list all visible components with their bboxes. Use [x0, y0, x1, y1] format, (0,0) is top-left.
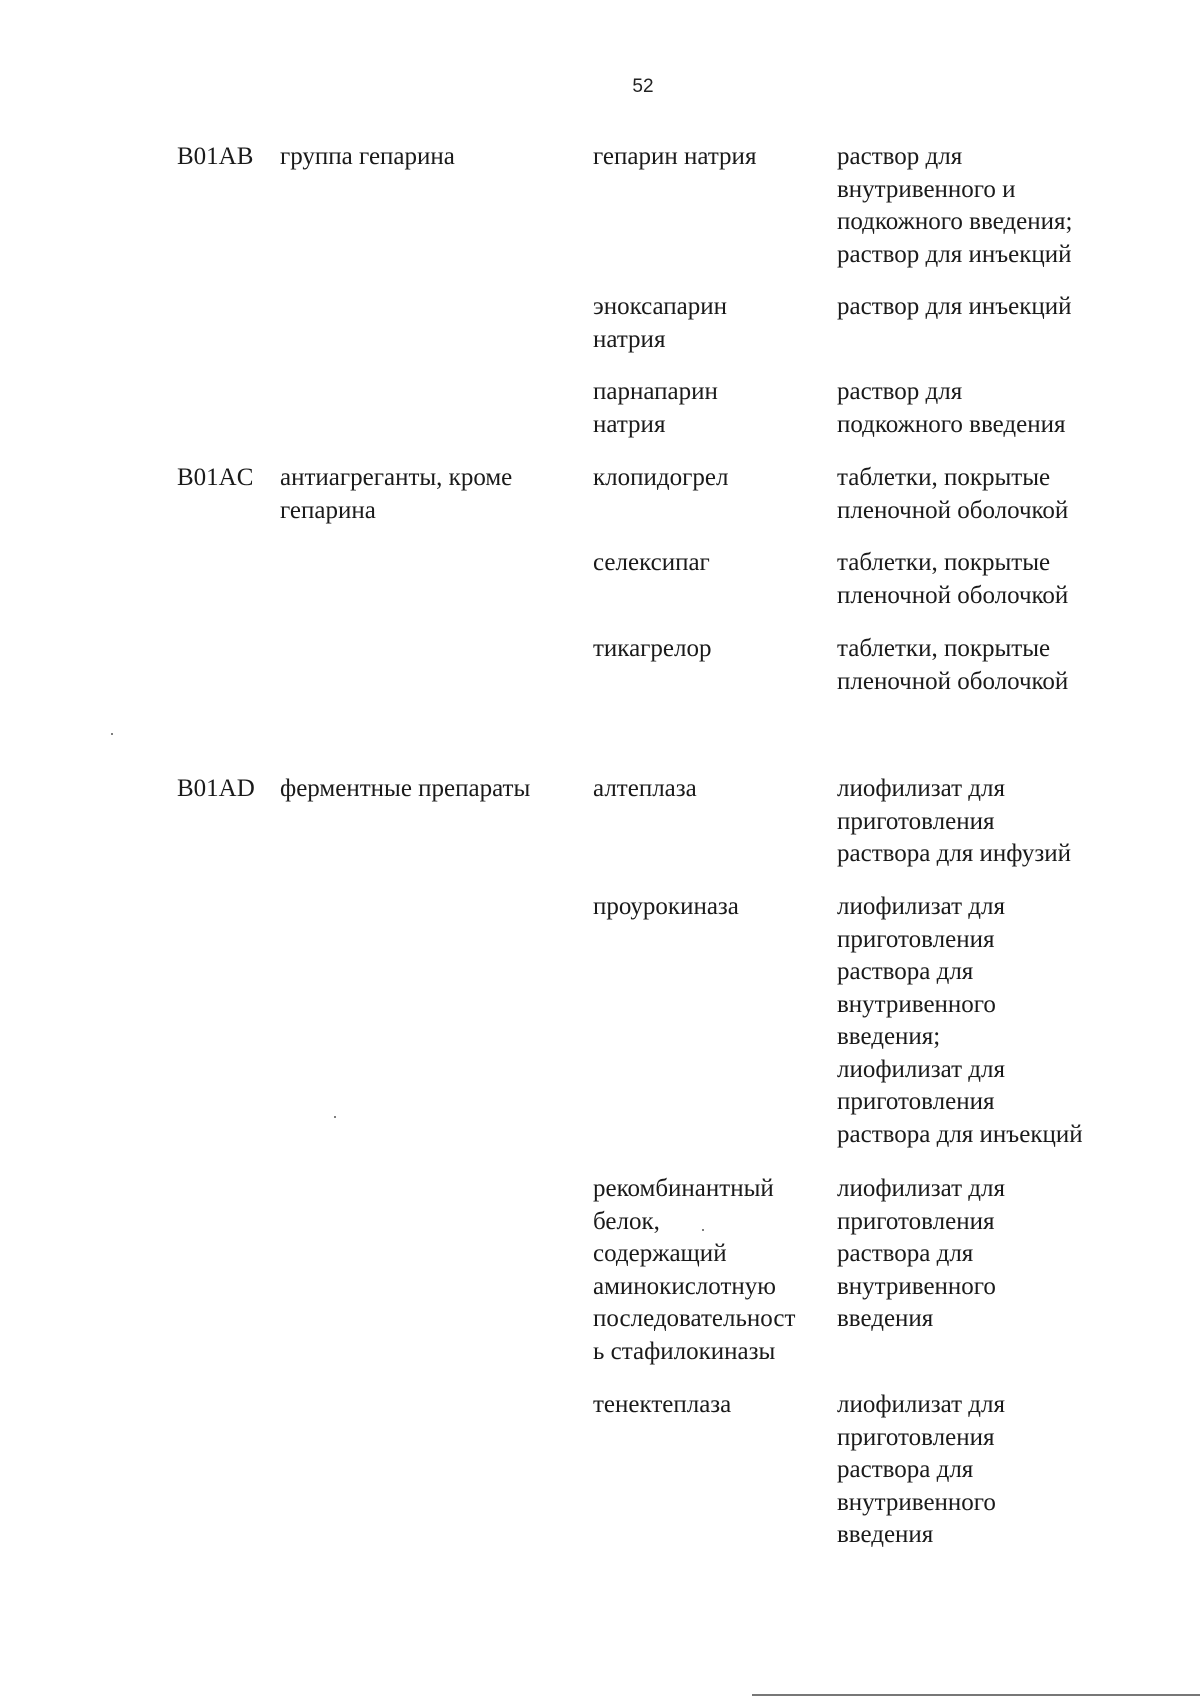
dosage-form-line: введения [837, 1305, 934, 1332]
dosage-form [837, 376, 1065, 441]
dosage-form [837, 633, 1068, 698]
drug-name [593, 1173, 795, 1368]
dosage-form-line: приготовления [837, 1423, 995, 1451]
scan-speck [334, 1116, 336, 1118]
dosage-form [837, 141, 1072, 271]
drug-name-line: натрия [593, 410, 666, 438]
atc-code: B01AD [177, 775, 255, 802]
atc-group-line: ферментные препараты [280, 775, 531, 802]
drug-name [593, 891, 739, 924]
drug-name [593, 633, 712, 666]
drug-name [593, 547, 710, 580]
dosage-form-line: пленочной оболочкой [837, 667, 1069, 695]
drug-name-line: содержащий [593, 1240, 727, 1267]
dosage-form-line: приготовления [837, 807, 995, 835]
drug-name-line: рекомбинантный [593, 1175, 774, 1202]
dosage-form [837, 773, 1071, 871]
dosage-form-line: подкожного введения; [837, 208, 1073, 235]
dosage-form-line: пленочной оболочкой [837, 496, 1069, 524]
drug-name-line: эноксапарин [593, 293, 728, 320]
dosage-form-line: раствор для [837, 143, 963, 170]
drug-name [593, 773, 697, 806]
drug-name-line: алтеплаза [593, 775, 697, 802]
drug-name [593, 141, 756, 174]
drug-name-line: гепарин натрия [593, 143, 757, 170]
drug-name-line: белок, [593, 1207, 660, 1235]
drug-name-line: проурокиназа [593, 893, 739, 920]
dosage-form-line: раствора для инфузий [837, 840, 1072, 867]
drug-name [593, 376, 718, 441]
dosage-form [837, 291, 1072, 324]
atc-group-line: группа гепарина [280, 143, 455, 170]
dosage-form-line: внутривенного и [837, 175, 1016, 203]
dosage-form-line: лиофилизат для [837, 775, 1005, 802]
dosage-form-line: приготовления [837, 1207, 995, 1235]
dosage-form-line: внутривенного [837, 990, 996, 1018]
dosage-form [837, 547, 1068, 612]
dosage-form-line: лиофилизат для [837, 1055, 1005, 1083]
dosage-form-line: раствора для [837, 1456, 974, 1483]
dosage-form-line: приготовления [837, 1088, 995, 1115]
atc-group-line: антиагреганты, кроме [280, 464, 513, 491]
dosage-form-line: введения; [837, 1023, 941, 1050]
dosage-form [837, 1389, 1005, 1552]
dosage-form-line: пленочной оболочкой [837, 581, 1069, 609]
atc-group [280, 141, 455, 174]
drug-name-line: ь стафилокиназы [593, 1337, 776, 1365]
drug-name-line: тенектеплаза [593, 1391, 732, 1418]
drug-name-line: аминокислотную [593, 1272, 776, 1300]
dosage-form-line: введения [837, 1521, 934, 1548]
scan-speck [111, 733, 113, 735]
atc-group-line: гепарина [280, 496, 376, 524]
dosage-form-line: приготовления [837, 925, 995, 953]
drug-name-line: селексипаг [593, 549, 710, 576]
drug-name-line: натрия [593, 325, 666, 353]
dosage-form-line: раствора для [837, 958, 974, 985]
dosage-form-line: лиофилизат для [837, 1175, 1005, 1202]
scan-speck [702, 1229, 704, 1231]
dosage-form-line: подкожного введения [837, 410, 1066, 438]
dosage-form-line: внутривенного [837, 1488, 996, 1516]
atc-code: B01AC [177, 464, 254, 491]
atc-group [280, 462, 512, 527]
dosage-form-line: раствор для инъекций [837, 293, 1072, 320]
dosage-form-line: лиофилизат для [837, 893, 1005, 920]
dosage-form-line: таблетки, покрытые [837, 549, 1051, 576]
dosage-form-line: таблетки, покрытые [837, 464, 1051, 491]
dosage-form-line: лиофилизат для [837, 1391, 1005, 1418]
drug-name-line: клопидогрел [593, 464, 729, 491]
drug-name [593, 462, 728, 495]
dosage-form [837, 1173, 1005, 1336]
dosage-form-line: внутривенного [837, 1272, 996, 1300]
drug-name [593, 291, 727, 356]
atc-group [280, 773, 530, 806]
dosage-form-line: раствор для инъекций [837, 240, 1072, 268]
dosage-form-line: раствора для инъекций [837, 1120, 1083, 1148]
atc-code: B01AB [177, 143, 254, 170]
dosage-form-line: раствора для [837, 1240, 974, 1267]
dosage-form [837, 462, 1068, 527]
dosage-form-line: раствор для [837, 378, 963, 405]
drug-name-line: парнапарин [593, 378, 718, 405]
dosage-form-line: таблетки, покрытые [837, 635, 1051, 662]
page-number: 52 [632, 76, 654, 97]
drug-name-line: тикагрелор [593, 635, 712, 662]
drug-name-line: последовательност [593, 1305, 796, 1332]
drug-name [593, 1389, 731, 1422]
dosage-form [837, 891, 1083, 1151]
